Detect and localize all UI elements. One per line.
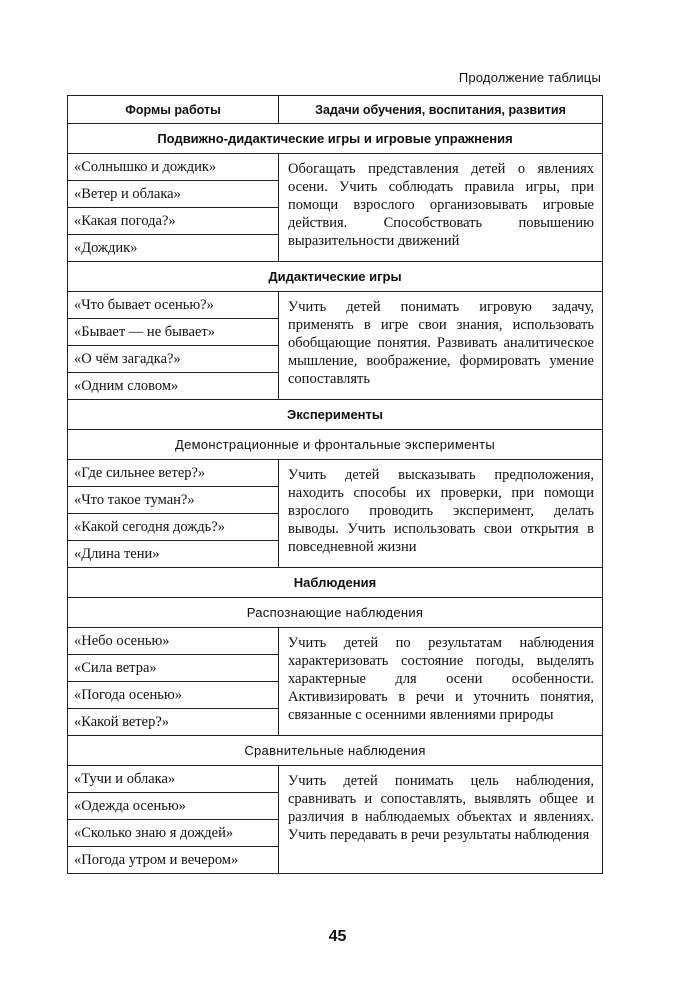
form-item: «Что бывает осенью?» <box>68 292 279 319</box>
header-forms: Формы работы <box>68 96 279 124</box>
section-title: Дидактические игры <box>68 262 603 292</box>
section-subtitle-row <box>68 598 603 628</box>
form-item: «Какой сегодня дождь?» <box>68 514 279 541</box>
table-row <box>68 154 603 181</box>
form-item: «О чём загадка?» <box>68 346 279 373</box>
table-row <box>68 292 603 319</box>
table-row <box>68 628 603 655</box>
section-subtitle-row <box>68 430 603 460</box>
task-description: Обогащать представления детей о явлениях осени. Учить соблюдать правила игры, при помощи взрослого организовывать игровые действия. Способствовать повышению выразительности движений <box>279 154 603 262</box>
form-item: «Одним словом» <box>68 373 279 400</box>
header-tasks: Задачи обучения, воспитания, развития <box>279 96 603 124</box>
section-title-row <box>68 262 603 292</box>
section-subtitle: Демонстрационные и фронтальные эксперименты <box>68 430 603 460</box>
activities-table <box>67 95 603 874</box>
form-item: «Одежда осенью» <box>68 793 279 820</box>
form-item: «Что такое туман?» <box>68 487 279 514</box>
form-item: «Погода утром и вечером» <box>68 847 279 874</box>
section-subtitle: Распознающие наблюдения <box>68 598 603 628</box>
page-number: 45 <box>328 928 347 945</box>
form-item: «Погода осенью» <box>68 682 279 709</box>
task-description: Учить детей понимать цель наблюдения, сравнивать и сопоставлять, выявлять общее и различия в наблюдаемых объектах и явлениях. Учить передавать в речи результаты наблюдения <box>279 766 603 874</box>
task-description: Учить детей по результатам наблюдения характеризовать состояние погоды, выделять характерные для осени особенности. Активизировать в речи и уточнить понятия, связанные с осенними явлениями природы <box>279 628 603 736</box>
form-item: «Сколько знаю я дождей» <box>68 820 279 847</box>
form-item: «Где сильнее ветер?» <box>68 460 279 487</box>
section-title-row <box>68 568 603 598</box>
form-item: «Ветер и облака» <box>68 181 279 208</box>
form-item: «Солнышко и дождик» <box>68 154 279 181</box>
section-title-row <box>68 124 603 154</box>
section-title: Подвижно-дидактические игры и игровые упражнения <box>68 124 603 154</box>
section-title: Наблюдения <box>68 568 603 598</box>
form-item: «Сила ветра» <box>68 655 279 682</box>
task-description: Учить детей понимать игровую задачу, применять в игре свои знания, использовать обобщающие понятия. Развивать аналитическое мышление, воображение, формировать умение сопоставлять <box>279 292 603 400</box>
section-subtitle-row <box>68 736 603 766</box>
table-row <box>68 460 603 487</box>
form-item: «Длина тени» <box>68 541 279 568</box>
table-continuation-caption: Продолжение таблицы <box>458 70 601 85</box>
section-title: Эксперименты <box>68 400 603 430</box>
section-title-row <box>68 400 603 430</box>
section-subtitle: Сравнительные наблюдения <box>68 736 603 766</box>
table-row <box>68 766 603 793</box>
form-item: «Какая погода?» <box>68 208 279 235</box>
form-item: «Дождик» <box>68 235 279 262</box>
form-item: «Небо осенью» <box>68 628 279 655</box>
form-item: «Какой ветер?» <box>68 709 279 736</box>
task-description: Учить детей высказывать предположения, находить способы их проверки, при помощи взрослого проводить эксперимент, делать выводы. Учить использовать свои открытия в повседневной жизни <box>279 460 603 568</box>
form-item: «Бывает — не бывает» <box>68 319 279 346</box>
table-header-row <box>68 96 603 124</box>
form-item: «Тучи и облака» <box>68 766 279 793</box>
